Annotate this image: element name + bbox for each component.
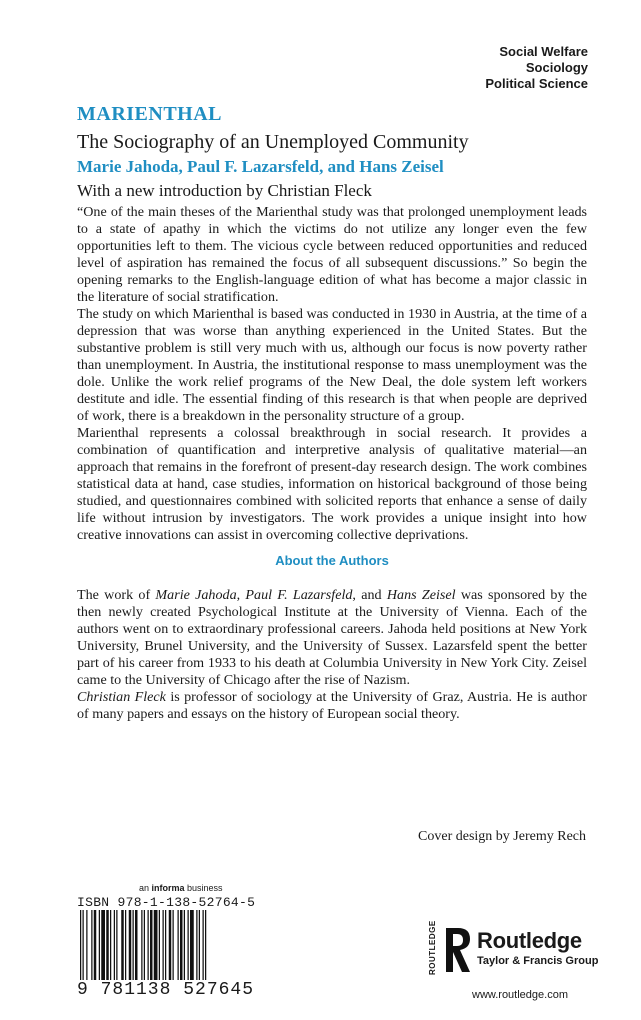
about-p1-sep2: , and bbox=[352, 587, 387, 603]
author-name-3: Hans Zeisel bbox=[386, 587, 456, 603]
subject-2: Sociology bbox=[525, 60, 588, 75]
about-p1-post: was sponsored by the then newly created Psychological Institute at the University of Vienna. Each of the authors went on to extraordinary professional careers. Jahoda held positions at New York University, Brunel University, and the University of Sussex. Lazarsfeld spent the better part of his career from 1933 to his death at Columbia University in New York City. Zeisel came to the University of Chicago after the rise of Nazism. bbox=[77, 587, 588, 688]
isbn-number: ISBN 978-1-138-52764-5 bbox=[77, 895, 256, 910]
blurb-paragraph-3: Marienthal represents a colossal breakthrough in social research. It provides a combination of quantification and interpretive analysis of qualitative material—an approach that remains in the forefront of present-day research design. The work combines statistical data at hand, case studies, information on historical background of those being studied, and questionnaires combined with solicited reports that enhance a sense of daily life without intrusion by investigators. The work provides a unique insight into how creative innovations can assist in overcoming collective deprivations. bbox=[77, 425, 587, 543]
informa-brand: informa bbox=[151, 883, 185, 893]
intro-author-name: Christian Fleck bbox=[77, 689, 166, 705]
informa-tagline bbox=[139, 883, 223, 893]
barcode-bars bbox=[76, 910, 260, 982]
subject-categories bbox=[485, 44, 588, 92]
publisher-url: www.routledge.com bbox=[472, 989, 568, 1001]
author-name-2: Paul F. Lazarsfeld bbox=[245, 587, 353, 603]
about-p2-post: is professor of sociology at the University of Graz, Austria. He is author of many papers and essays on the history of European social theory. bbox=[77, 689, 587, 722]
author-name-1: Marie Jahoda bbox=[155, 587, 237, 603]
book-authors: Marie Jahoda, Paul F. Lazarsfeld, and Hans Zeisel bbox=[77, 157, 444, 176]
routledge-r-icon bbox=[444, 926, 472, 974]
barcode-digits: 9 781138 527645 bbox=[77, 980, 255, 1000]
subject-3: Political Science bbox=[485, 76, 588, 91]
subject-1: Social Welfare bbox=[499, 44, 588, 59]
about-authors-heading: About the Authors bbox=[275, 553, 389, 568]
about-paragraph-1 bbox=[77, 587, 587, 689]
about-p1-sep1: , bbox=[236, 587, 246, 603]
informa-pre: an bbox=[139, 883, 152, 893]
blurb-paragraph-2: The study on which Marienthal is based was conducted in 1930 in Austria, at the time of a depression that was worse than anything experienced in the United States. But the substantive problem is still very much with us, although our focus is now poverty rather than unemployment. In Austria, the institutional response to mass unemployment was the dole. Unlike the work relief programs of the New Deal, the dole system left workers destitute and idle. The essential finding of this research is that when people are deprived of work, there is a breakdown in the personality structure of a group. bbox=[77, 306, 587, 424]
publisher-name: Routledge bbox=[477, 928, 582, 953]
publisher-group: Taylor & Francis Group bbox=[477, 955, 599, 967]
introduction-credit: With a new introduction by Christian Fleck bbox=[77, 181, 372, 200]
book-subtitle: The Sociography of an Unemployed Community bbox=[77, 131, 469, 153]
about-paragraph-2 bbox=[77, 689, 587, 723]
blurb-body bbox=[77, 204, 587, 723]
about-p1-pre: The work of bbox=[77, 587, 156, 603]
informa-post: business bbox=[184, 883, 223, 893]
publisher-side-label: ROUTLEDGE bbox=[428, 920, 437, 975]
blurb-paragraph-1: “One of the main theses of the Marienthal study was that prolonged unemployment leads to a state of apathy in which the victims do not utilize any longer even the few opportunities left to them. The vicious cycle between reduced opportunities and reduced level of aspiration has remained the focus of all subsequent discussions.” So begin the opening remarks to the English-language edition of what has become a major classic in the literature of social stratification. bbox=[77, 204, 587, 305]
cover-design-credit: Cover design by Jeremy Rech bbox=[418, 829, 586, 844]
book-title: MARIENTHAL bbox=[77, 103, 223, 125]
